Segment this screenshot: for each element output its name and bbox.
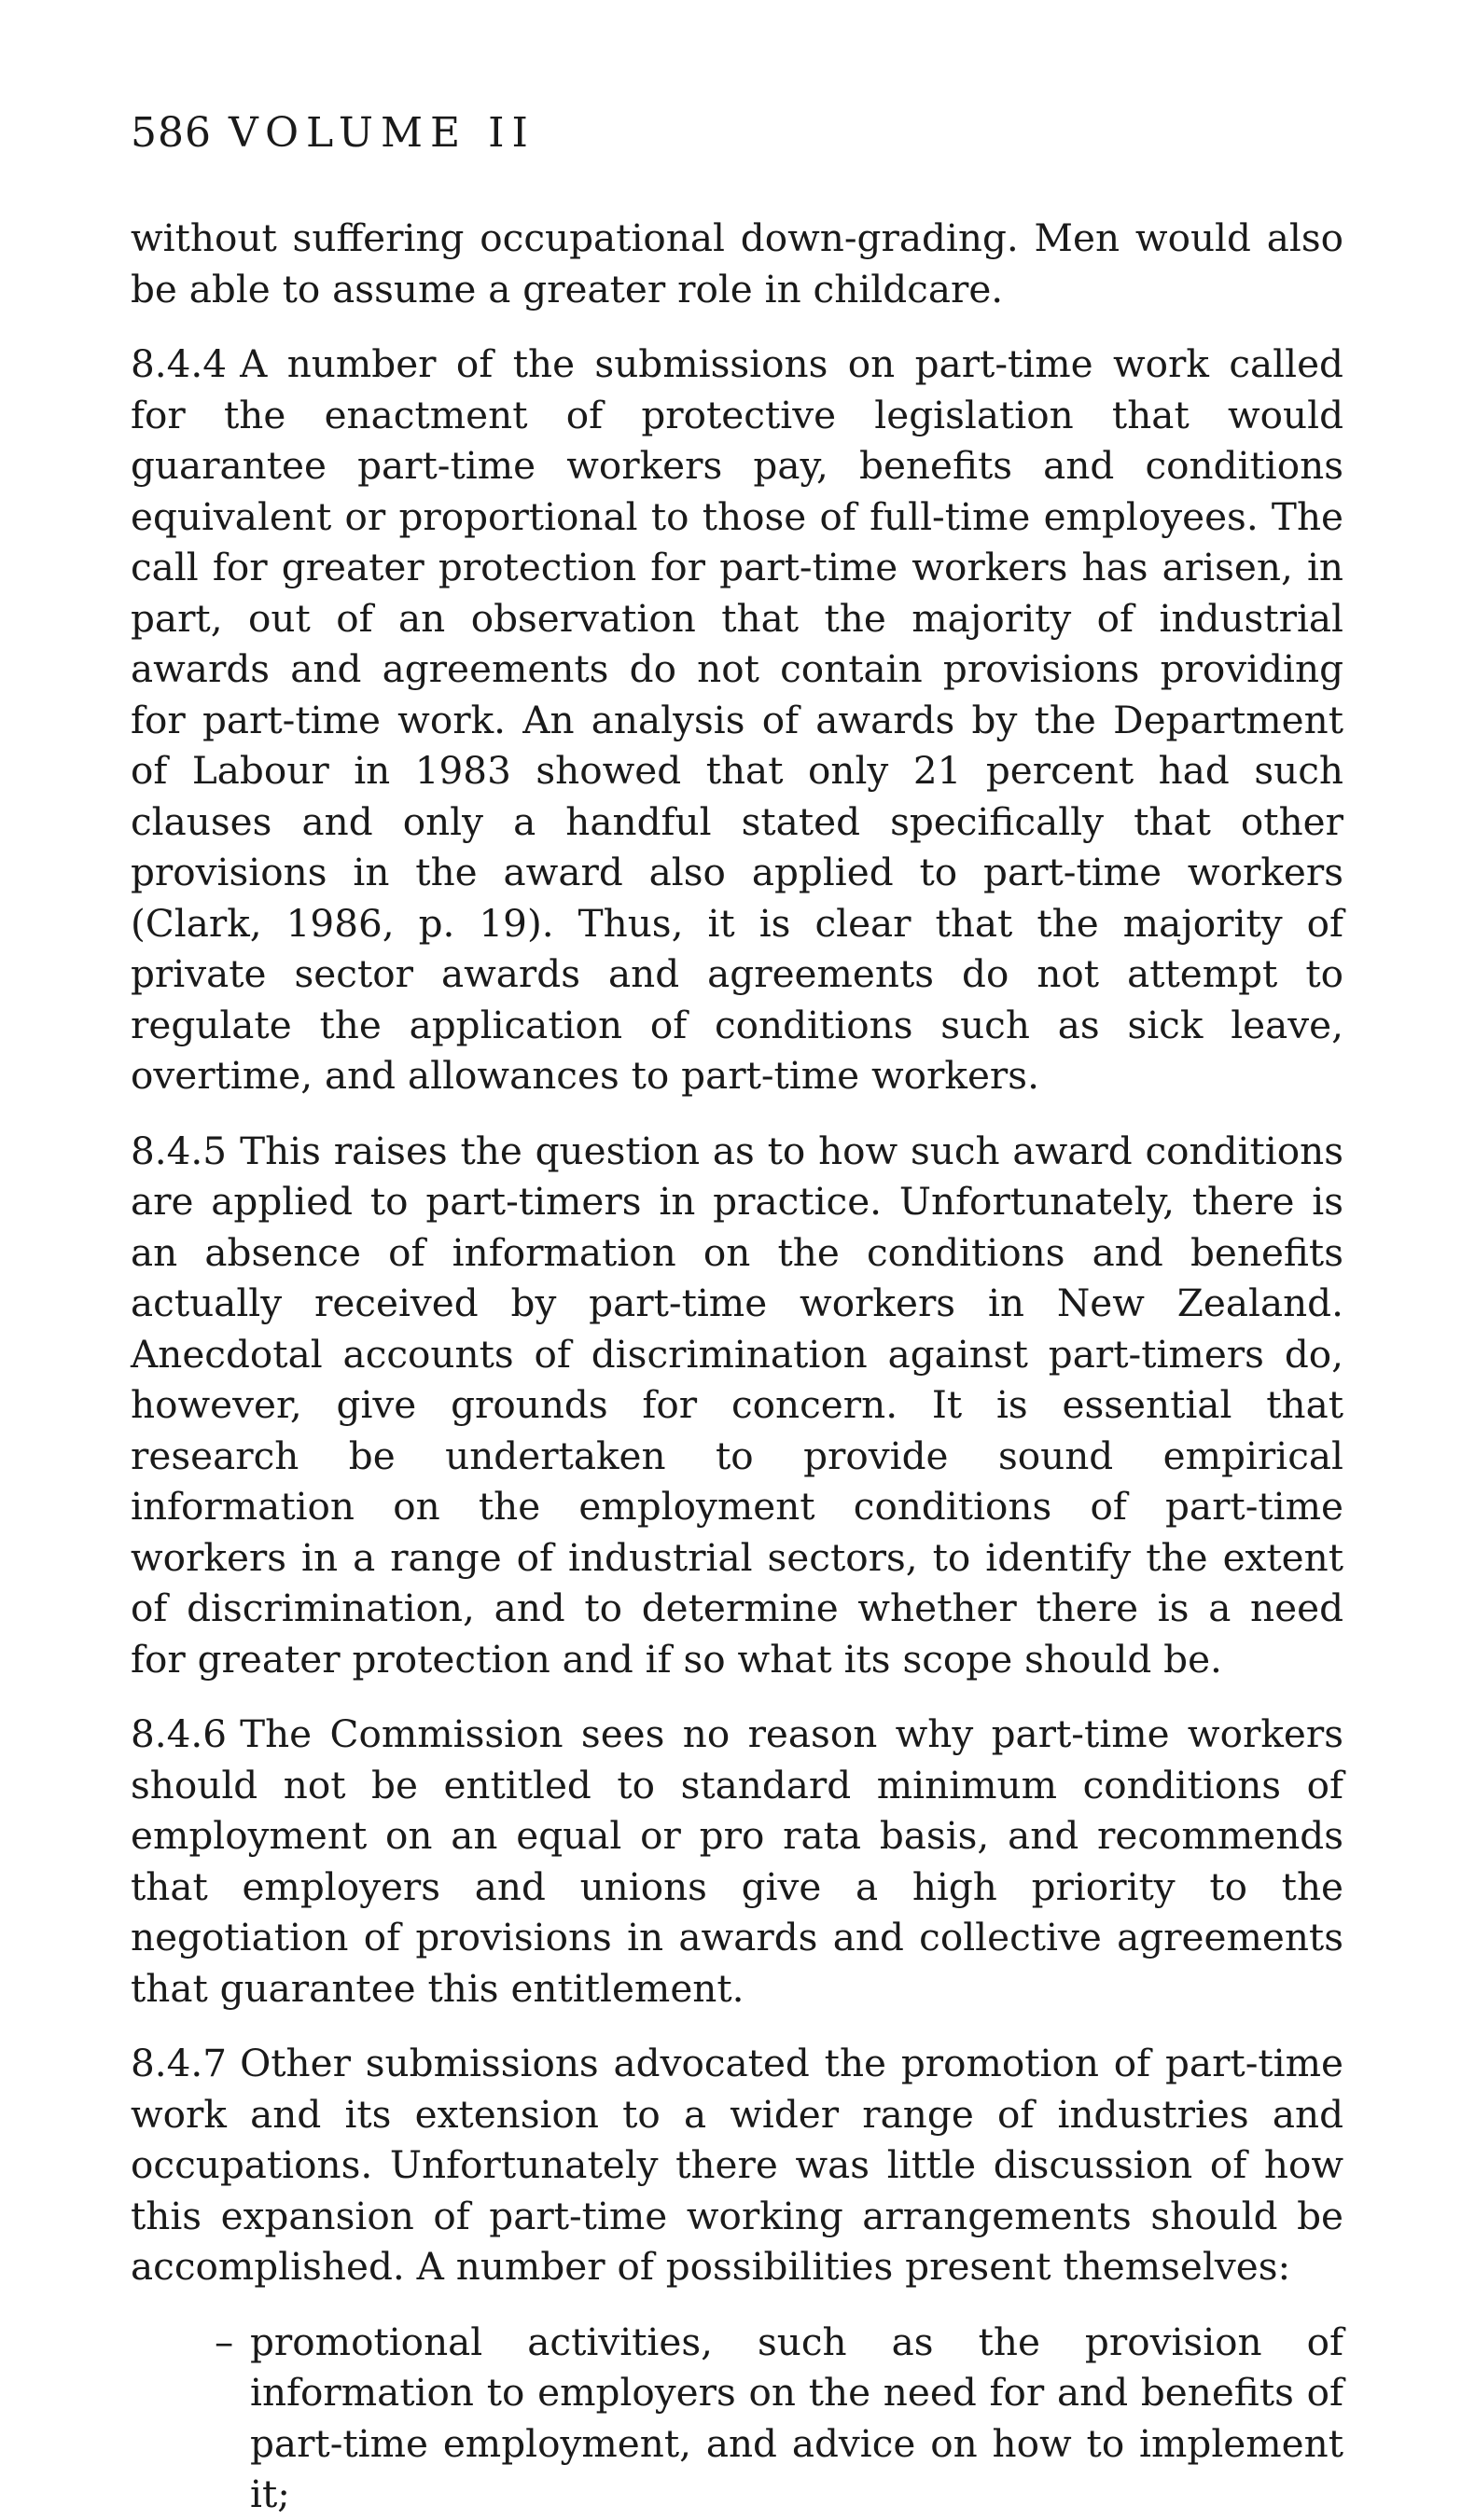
paragraph-number: 8.4.5	[131, 1128, 228, 1173]
paragraph-number: 8.4.7	[131, 2041, 228, 2085]
body-text	[131, 213, 1343, 2520]
document-page	[131, 110, 1343, 2520]
paragraph-text: The Commission sees no reason why part-time workers should not be entitled to standard minimum conditions of employment on an equal or pro rata basis, and recommends that employers and unions give a high priority to the negotiation of provisions in awards and collective agreements that guarantee this entitlement.	[131, 1711, 1343, 2011]
paragraph-8-4-6	[131, 1709, 1343, 2014]
running-head	[131, 110, 1343, 157]
list-dash: –	[215, 2319, 234, 2364]
page-number: 586	[131, 109, 212, 157]
list-item	[131, 2317, 1343, 2520]
paragraph-text: This raises the question as to how such award conditions are applied to part-timers in practice. Unfortunately, there is an absence of information on the conditions and benefits actually received by part-time workers in New Zealand. Anecdotal accounts of discrimination against part-timers do, however, give grounds for concern. It is essential that research be undertaken to provide sound empirical information on the employment conditions of part-time workers in a range of industrial sectors, to identify the extent of discrimination, and to determine whether there is a need for greater protection and if so what its scope should be.	[131, 1128, 1343, 1682]
paragraph-8-4-5	[131, 1126, 1343, 1685]
paragraph-text: without suffering occupational down-grading. Men would also be able to assume a greater role in childcare.	[131, 215, 1343, 312]
possibilities-list	[131, 2317, 1343, 2520]
paragraph-continuation	[131, 213, 1343, 314]
list-item-text: promotional activities, such as the provision of information to employers on the need for and benefits of part-time employment, and advice on how to implement it;	[250, 2319, 1343, 2516]
paragraph-text: Other submissions advocated the promotion of part-time work and its extension to a wider range of industries and occupations. Unfortunately there was little discussion of how this expansion of part-time working arrangements should be accomplished. A number of possibilities present themselves:	[131, 2041, 1343, 2289]
volume-label: VOLUME II	[228, 109, 536, 157]
paragraph-number: 8.4.4	[131, 341, 228, 386]
paragraph-number: 8.4.6	[131, 1711, 228, 1756]
paragraph-text: A number of the submissions on part-time work called for the enactment of protective legislation that would guarantee part-time workers pay, benefits and conditions equivalent or proportional to those of full-time employees. The call for greater protection for part-time workers has arisen, in part, out of an observation that the majority of industrial awards and agreements do not contain provisions providing for part-time work. An analysis of awards by the Department of Labour in 1983 showed that only 21 percent had such clauses and only a handful stated specifically that other provisions in the award also applied to part-time workers (Clark, 1986, p. 19). Thus, it is clear that the majority of private sector awards and agreements do not attempt to regulate the application of conditions such as sick leave, overtime, and allowances to part-time workers.	[131, 341, 1343, 1098]
paragraph-8-4-4	[131, 339, 1343, 1101]
paragraph-8-4-7	[131, 2038, 1343, 2292]
